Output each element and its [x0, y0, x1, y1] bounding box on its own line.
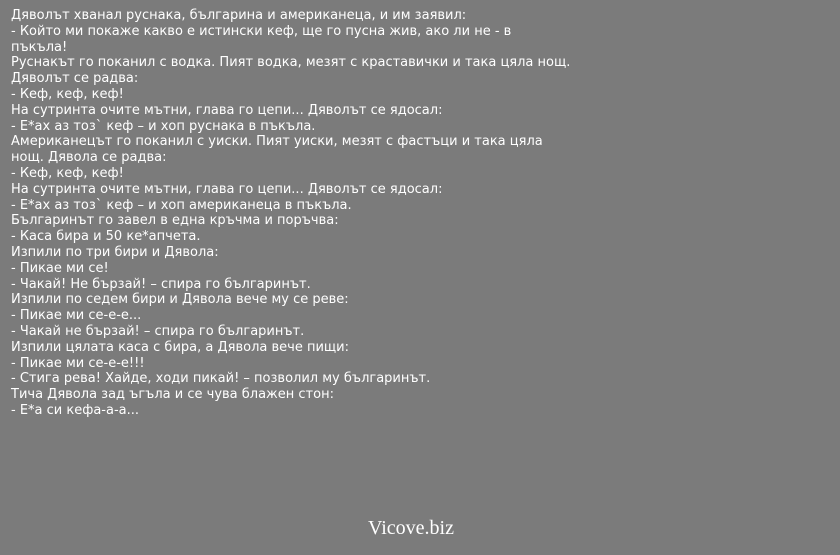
joke-line: - Чакай не бързай! – спира го българинът.: [11, 323, 305, 339]
joke-line: - Е*а си кефа-а-а...: [11, 402, 140, 418]
joke-line: - Пикае ми се-е-е!!!: [11, 355, 145, 371]
joke-line: - Кеф, кеф, кеф!: [11, 86, 124, 102]
joke-line: Тича Дявола зад ъгъла и се чува блажен стон:: [11, 387, 334, 403]
joke-text: [11, 8, 571, 419]
site-watermark: Vicove.biz: [368, 517, 454, 539]
joke-line: Изпили цялата каса с бира, а Дявола вече пищи:: [11, 339, 349, 355]
joke-line: Изпили по седем бири и Дявола вече му се реве:: [11, 292, 349, 308]
joke-line: - Който ми покаже какво е истински кеф, ще го пусна жив, ако ли не - в пъкъла!: [11, 23, 512, 55]
joke-line: - Пикае ми се!: [11, 260, 109, 276]
joke-line: Българинът го завел в една кръчма и поръчва:: [11, 213, 339, 229]
joke-line: Дяволът хванал руснака, българина и американеца, и им заявил:: [11, 8, 467, 23]
joke-line: - Пикае ми се-е-е...: [11, 308, 142, 324]
joke-line: - Каса бира и 50 ке*апчета.: [11, 229, 201, 245]
joke-line: На сутринта очите мътни, глава го цепи... Дяволът се ядосал:: [11, 102, 443, 118]
joke-line: На сутринта очите мътни, глава го цепи... Дяволът се ядосал:: [11, 181, 443, 197]
joke-line: - Е*ах аз тоз` кеф – и хоп американеца в пъкъла.: [11, 197, 352, 213]
joke-line: - Кеф, кеф, кеф!: [11, 165, 124, 181]
joke-line: - Е*ах аз тоз` кеф – и хоп руснака в пъкъла.: [11, 118, 316, 134]
joke-line: Американецът го поканил с уиски. Пият уиски, мезят с фастъци и така цяла нощ. Дявола се радва:: [11, 134, 543, 166]
joke-line: - Стига рева! Хайде, ходи пикай! – позволил му българинът.: [11, 371, 431, 387]
joke-line: - Чакай! Не бързай! – спира го българинът.: [11, 276, 311, 292]
joke-line: Изпили по три бири и Дявола:: [11, 244, 219, 260]
joke-line: Руснакът го поканил с водка. Пият водка, мезят с краставички и така цяла нощ. Дяволът се радва:: [11, 55, 571, 87]
